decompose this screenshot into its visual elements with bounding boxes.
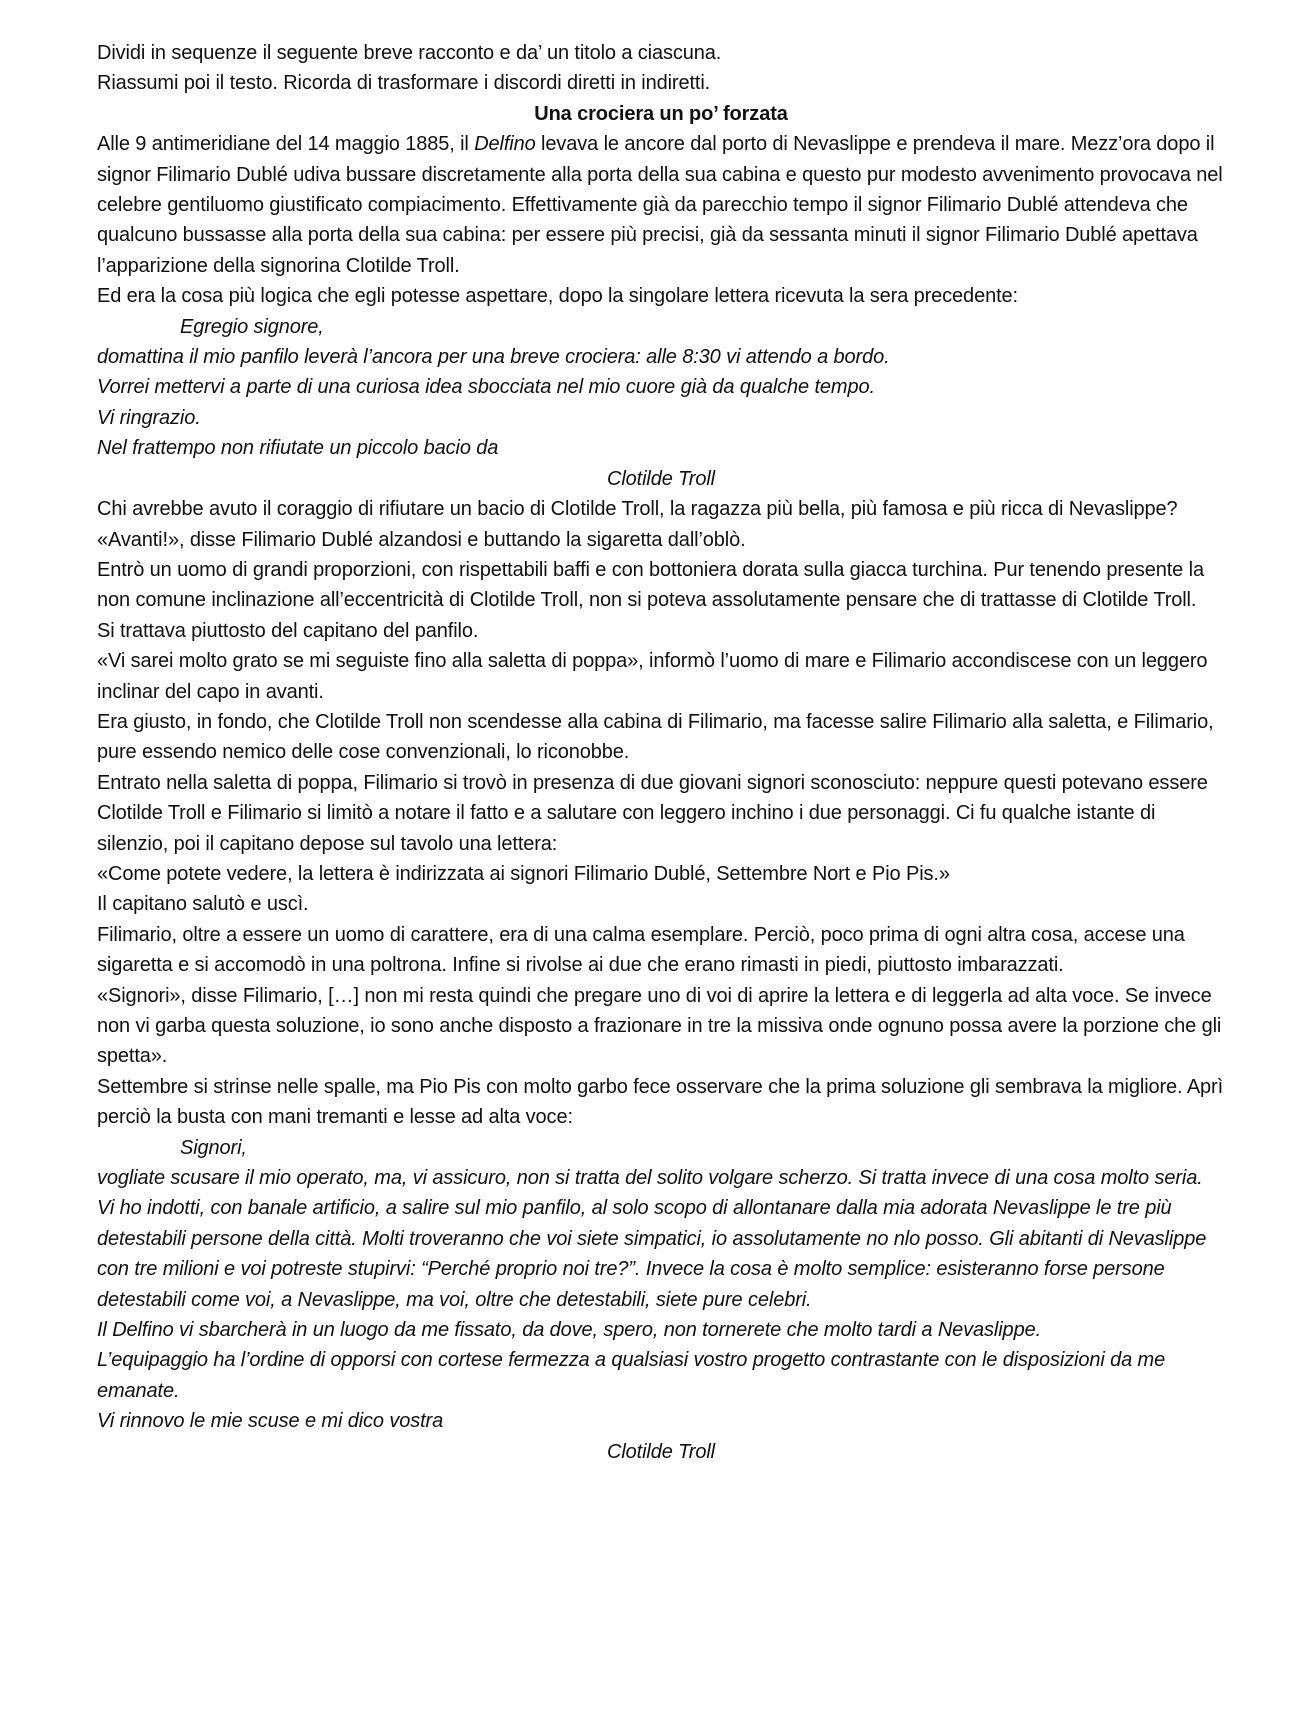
first-letter — [97, 312, 1225, 494]
second-letter-salutation: Signori, — [180, 1136, 247, 1159]
paragraph-letter-intro: Ed era la cosa più logica che egli potesse aspettare, dopo la singolare lettera ricevuta la sera precedente: — [97, 285, 1018, 308]
story-paragraph: Entrò un uomo di grandi proporzioni, con rispettabili baffi e con bottoniera dorata sulla giacca turchina. Pur tenendo presente la non comune inclinazione all’eccentricità di Clotilde Troll, non si poteva assolutamente pensare che di trattasse di Clotilde Troll. — [97, 558, 1204, 612]
second-letter-line: vogliate scusare il mio operato, ma, vi assicuro, non si tratta del solito volgare scherzo. Si tratta invece di una cosa molto seria. — [97, 1167, 1203, 1190]
second-letter-line: L’equipaggio ha l’ordine di opporsi con cortese fermezza a qualsiasi vostro progetto contrastante con le disposizioni da me emanate. — [97, 1349, 1166, 1402]
story-paragraph: Il capitano salutò e uscì. — [97, 893, 309, 916]
first-letter-line: Nel frattempo non rifiutate un piccolo bacio da — [97, 437, 499, 460]
first-letter-line: Vorrei mettervi a parte di una curiosa idea sbocciata nel mio cuore già da qualche tempo. — [97, 376, 875, 399]
second-letter-line: Il Delfino vi sbarcherà in un luogo da me fissato, da dove, spero, non tornerete che molto tardi a Nevaslippe. — [97, 1319, 1042, 1342]
story-paragraph: «Come potete vedere, la lettera è indirizzata ai signori Filimario Dublé, Settembre Nort e Pio Pis.» — [97, 862, 950, 885]
story-paragraph: Chi avrebbe avuto il coraggio di rifiutare un bacio di Clotilde Troll, la ragazza più bella, più famosa e più ricca di Nevaslippe? — [97, 498, 1178, 521]
story-paragraph: Filimario, oltre a essere un uomo di carattere, era di una calma esemplare. Perciò, poco prima di ogni altra cosa, accese una sigaretta e si accomodò in una poltrona. Infine si rivolse ai due che erano rimasti in piedi, piuttosto imbarazzati. — [97, 923, 1185, 977]
first-letter-signature: Clotilde Troll — [607, 467, 715, 490]
story-paragraph: «Avanti!», disse Filimario Dublé alzandosi e buttando la sigaretta dall’oblò. — [97, 528, 746, 551]
second-letter-line: Vi rinnovo le mie scuse e mi dico vostra — [97, 1410, 444, 1433]
second-letter-signature: Clotilde Troll — [607, 1440, 715, 1463]
first-letter-line: Vi ringrazio. — [97, 406, 201, 429]
story-paragraph: «Vi sarei molto grato se mi seguiste fino alla saletta di poppa», informò l’uomo di mare e Filimario accondiscese con un leggero inclinar del capo in avanti. — [97, 650, 1208, 703]
ship-name: Delfino — [474, 133, 536, 156]
instruction-line-2: Riassumi poi il testo. Ricorda di trasformare i discordi diretti in indiretti. — [97, 72, 711, 95]
second-letter-line: Vi ho indotti, con banale artificio, a salire sul mio panfilo, al solo scopo di allontanare dalla mia adorata Nevaslippe le tre più detestabili persone della città. Molti troveranno che voi siete simpatici, io assolutamente no nlo posso. Gli abitanti di Nevaslippe con tre milioni e voi potreste stupirvi: “Perché proprio noi tre?”. Invece la cosa è molto semplice: esisteranno forse persone detestabili come voi, a Nevaslippe, ma voi, oltre che detestabili, siete pure celebri. — [97, 1197, 1207, 1311]
story-paragraph: «Signori», disse Filimario, […] non mi resta quindi che pregare uno di voi di aprire la lettera e di leggerla ad alta voce. Se invece non vi garba questa soluzione, io sono anche disposto a frazionare in tre la missiva onde ognuno possa avere la porzione che gli spetta». — [97, 984, 1222, 1068]
paragraph-opening-start: Alle 9 antimeridiane del 14 maggio 1885, il — [97, 133, 475, 156]
paragraph-opening — [97, 129, 1225, 281]
story-title: Una crociera un po’ forzata — [534, 102, 788, 125]
second-letter — [97, 1133, 1225, 1467]
story-paragraph: Entrato nella saletta di poppa, Filimario si trovò in presenza di due giovani signori sconosciuto: neppure questi potevano essere Clotilde Troll e Filimario si limitò a notare il fatto e a salutare con leggero inchino i due personaggi. Ci fu qualche istante di silenzio, poi il capitano depose sul tavolo una lettera: — [97, 771, 1208, 855]
paragraph-opening-rest: levava le ancore dal porto di Nevaslippe e prendeva il mare. Mezz’ora dopo il signor Filimario Dublé udiva bussare discretamente alla porta della sua cabina e questo pur modesto avvenimento provocava nel celebre gentiluomo giustificato compiacimento. Effettivamente già da parecchio tempo il signor Filimario Dublé attendeva che qualcuno bussasse alla porta della sua cabina: per essere più precisi, già da sessanta minuti il signor Filimario Dublé apettava l’apparizione della signorina Clotilde Troll. — [97, 133, 1223, 277]
first-letter-line: domattina il mio panfilo leverà l’ancora per una breve crociera: alle 8:30 vi attendo a bordo. — [97, 346, 890, 369]
story-paragraph: Si trattava piuttosto del capitano del panfilo. — [97, 619, 479, 642]
document-page — [97, 38, 1225, 1467]
story-paragraph: Era giusto, in fondo, che Clotilde Troll non scendesse alla cabina di Filimario, ma facesse salire Filimario alla saletta, e Filimario, pure essendo nemico delle cose convenzionali, lo riconobbe. — [97, 710, 1214, 764]
story-paragraph: Settembre si strinse nelle spalle, ma Pio Pis con molto garbo fece osservare che la prima soluzione gli sembrava la migliore. Aprì perciò la busta con mani tremanti e lesse ad alta voce: — [97, 1075, 1224, 1129]
instruction-line-1: Dividi in sequenze il seguente breve racconto e da’ un titolo a ciascuna. — [97, 42, 722, 64]
first-letter-salutation: Egregio signore, — [180, 315, 324, 338]
